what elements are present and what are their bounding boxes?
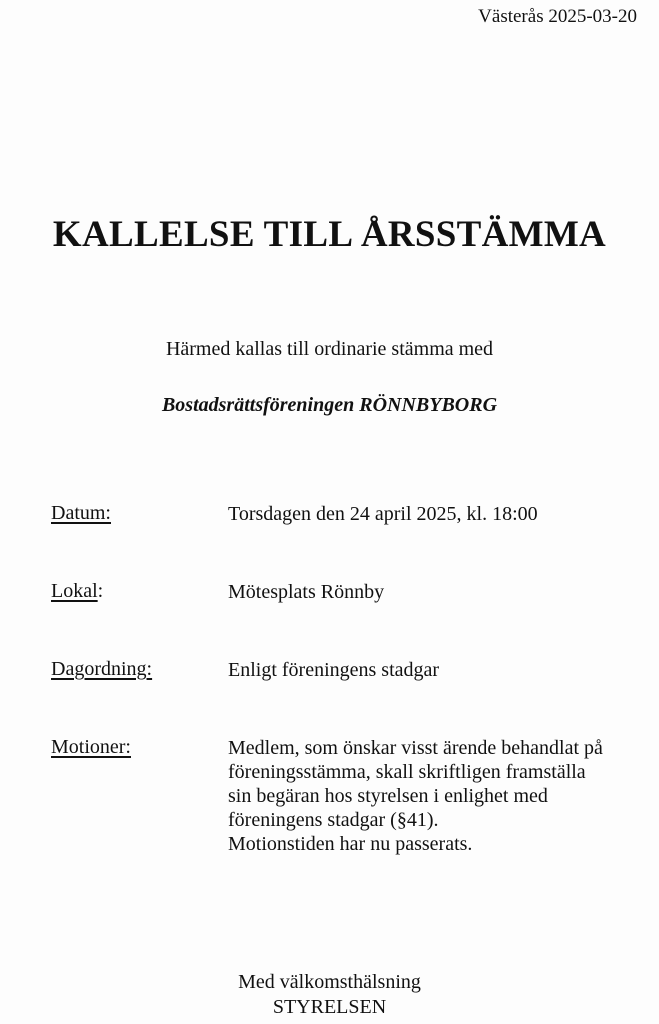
venue-value-text: Mötesplats Rönnby [228,581,385,603]
motions-line: sin begäran hos styrelsen i enlighet med [228,785,548,807]
closing-greeting: Med välkomsthälsning [238,971,421,993]
motions-text [228,736,648,856]
agenda-label: Dagordning: [51,658,153,680]
place-and-date: Västerås 2025-03-20 [478,6,637,27]
venue-label [51,580,103,603]
motions-line: Motionstiden har nu passerats. [228,833,473,855]
motions-line: föreningens stadgar (§41). [228,809,439,831]
venue-value [228,580,648,604]
closing-block [0,970,659,1020]
motions-label: Motioner: [51,736,131,758]
date-label: Datum: [51,502,111,524]
date-value [228,502,648,526]
date-value-text: Torsdagen den 24 april 2025, kl. 18:00 [228,503,538,525]
agenda-value [228,658,648,682]
intro-text: Härmed kallas till ordinarie stämma med [165,338,494,360]
motions-line: föreningsstämma, skall skriftligen framställa [228,761,586,783]
closing-signature: STYRELSEN [272,996,387,1018]
association-name: Bostadsrättsföreningen RÖNNBYBORG [161,394,498,416]
motions-line: Medlem, som önskar visst ärende behandlat på [228,737,603,759]
page-title: KALLELSE TILL ÅRSSTÄMMA [52,214,607,255]
venue-label-underlined: Lokal [51,580,98,602]
agenda-value-text: Enligt föreningens stadgar [228,659,440,681]
venue-label-colon: : [97,580,104,602]
